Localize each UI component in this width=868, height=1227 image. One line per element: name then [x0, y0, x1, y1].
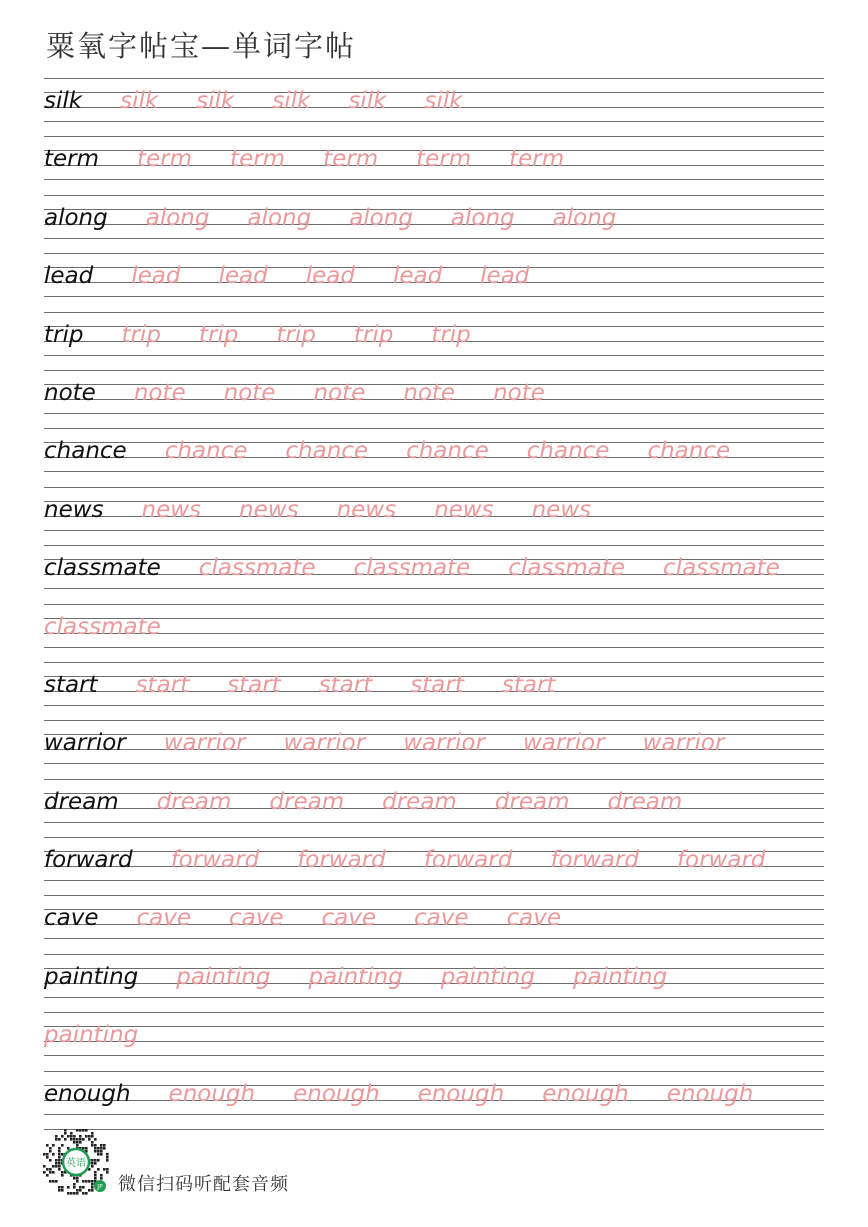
trace-word: dream	[156, 788, 232, 815]
trace-word: note	[133, 379, 186, 406]
guide-line	[44, 1114, 824, 1115]
trace-word: start	[410, 671, 464, 698]
trace-word: classmate	[508, 555, 626, 582]
guide-line	[44, 938, 824, 939]
trace-word: lead	[305, 263, 355, 290]
guide-line	[44, 1041, 824, 1042]
model-word: note	[44, 379, 96, 406]
guide-line	[44, 779, 824, 780]
guide-line	[44, 763, 824, 764]
trace-word: start	[318, 671, 373, 698]
trace-word: enough	[293, 1080, 380, 1107]
trace-word: enough	[542, 1080, 629, 1107]
trace-word: cave	[321, 905, 377, 932]
guide-line	[44, 837, 824, 838]
trace-word: dream	[607, 788, 683, 815]
trace-word: forward	[550, 847, 639, 874]
guide-line	[44, 428, 824, 429]
practice-row	[44, 312, 824, 370]
trace-word: forward	[297, 847, 386, 874]
trace-word: start	[501, 671, 556, 698]
trace-word: cave	[229, 905, 284, 932]
practice-row	[44, 1071, 824, 1129]
guide-line	[44, 633, 824, 634]
practice-row	[44, 195, 824, 253]
guide-line	[44, 370, 824, 371]
trace-word: forward	[423, 847, 513, 874]
model-word: along	[44, 204, 108, 231]
trace-word: chance	[406, 438, 489, 465]
model-word: trip	[44, 321, 84, 348]
qr-corner-text: JP	[97, 1183, 103, 1191]
trace-word: painting	[176, 963, 271, 990]
guide-line	[44, 1026, 824, 1027]
trace-word: painting	[44, 1022, 139, 1049]
trace-word: silk	[424, 88, 463, 114]
guide-line	[44, 895, 824, 896]
trace-word: start	[135, 671, 190, 698]
trace-word: chance	[285, 438, 369, 465]
trace-word: classmate	[44, 613, 161, 640]
model-word: term	[44, 146, 100, 173]
trace-word: lead	[131, 263, 181, 290]
trace-word: news	[141, 496, 202, 523]
trace-word: news	[239, 496, 299, 523]
model-word: chance	[44, 438, 127, 465]
guide-line	[44, 647, 824, 648]
practice-row	[44, 720, 824, 778]
trace-word: news	[434, 496, 494, 523]
guide-line	[44, 253, 824, 254]
guide-line	[44, 238, 824, 239]
trace-word: along	[247, 204, 312, 231]
guide-line	[44, 604, 824, 605]
trace-word: trip	[431, 321, 471, 348]
practice-row	[44, 662, 824, 720]
trace-word: lead	[218, 263, 268, 290]
trace-word: along	[552, 204, 617, 231]
trace-word: silk	[196, 88, 235, 114]
practice-row	[44, 428, 824, 486]
guide-line	[44, 822, 824, 823]
page-title: 粟氧字帖宝—单词字帖	[46, 29, 357, 63]
trace-word: cave	[136, 905, 192, 932]
practice-row	[44, 604, 824, 662]
qr-caption: 微信扫码听配套音频	[118, 1174, 289, 1195]
guide-line	[44, 983, 824, 984]
trace-word: chance	[647, 438, 731, 465]
guide-line	[44, 954, 824, 955]
trace-word: lead	[392, 263, 443, 290]
trace-word: along	[145, 204, 210, 231]
trace-word: silk	[120, 88, 159, 114]
guide-line	[44, 136, 824, 137]
model-word: enough	[44, 1080, 131, 1107]
practice-row	[44, 487, 824, 545]
guide-line	[44, 296, 824, 297]
model-word: painting	[44, 963, 139, 990]
practice-row	[44, 136, 824, 194]
practice-row	[44, 370, 824, 428]
guide-line	[44, 355, 824, 356]
trace-word: term	[230, 146, 286, 173]
trace-word: cave	[414, 905, 469, 932]
trace-word: enough	[168, 1080, 256, 1107]
trace-word: term	[137, 146, 193, 173]
trace-word: note	[493, 379, 545, 406]
guide-line	[44, 121, 824, 122]
trace-word: dream	[494, 788, 570, 815]
guide-line	[44, 545, 824, 546]
guide-line	[44, 487, 824, 488]
trace-word: start	[227, 671, 281, 698]
trace-word: along	[349, 204, 413, 231]
guide-line	[44, 705, 824, 706]
guide-line	[44, 471, 824, 472]
guide-line	[44, 530, 824, 531]
trace-word: term	[509, 146, 565, 173]
trace-word: term	[416, 146, 472, 173]
trace-word: note	[223, 379, 276, 406]
trace-word: dream	[382, 788, 457, 815]
guide-line	[44, 588, 824, 589]
practice-row	[44, 1012, 824, 1070]
practice-row	[44, 779, 824, 837]
model-word: start	[44, 671, 98, 698]
guide-line	[44, 662, 824, 663]
trace-word: warrior	[163, 730, 246, 757]
guide-line	[44, 413, 824, 414]
trace-word: classmate	[198, 555, 316, 582]
trace-word: forward	[676, 847, 766, 874]
trace-word: news	[531, 496, 592, 523]
trace-word: along	[450, 204, 515, 231]
trace-word: warrior	[283, 730, 366, 757]
model-word: cave	[44, 905, 99, 932]
trace-word: classmate	[663, 555, 780, 582]
model-word: silk	[44, 88, 83, 114]
guide-line	[44, 78, 824, 79]
trace-word: silk	[272, 88, 311, 114]
practice-row	[44, 253, 824, 311]
qr-badge-text: 英语	[66, 1158, 86, 1169]
model-word: classmate	[44, 555, 161, 582]
guide-line	[44, 179, 824, 180]
word-practice-grid	[44, 78, 824, 1130]
guide-line	[44, 880, 824, 881]
trace-word: trip	[276, 321, 316, 348]
trace-word: silk	[348, 88, 387, 114]
trace-word: warrior	[403, 730, 485, 757]
guide-line	[44, 195, 824, 196]
guide-line	[44, 968, 824, 969]
guide-line	[44, 618, 824, 619]
model-word: lead	[44, 263, 94, 290]
model-word: forward	[44, 847, 133, 874]
practice-row	[44, 78, 824, 136]
trace-word: warrior	[642, 730, 725, 757]
trace-word: lead	[480, 263, 530, 290]
guide-line	[44, 1055, 824, 1056]
trace-word: trip	[198, 321, 239, 348]
model-word: warrior	[44, 730, 126, 757]
guide-line	[44, 1071, 824, 1072]
trace-word: painting	[572, 963, 668, 990]
trace-word: term	[323, 146, 379, 173]
trace-word: warrior	[522, 730, 605, 757]
trace-word: note	[313, 379, 366, 406]
qr-code-icon[interactable]	[40, 1126, 112, 1198]
trace-word: trip	[121, 321, 161, 348]
trace-word: forward	[170, 847, 260, 874]
footer	[40, 1124, 440, 1204]
practice-row	[44, 837, 824, 895]
trace-word: enough	[417, 1080, 505, 1107]
trace-word: chance	[526, 438, 610, 465]
practice-row	[44, 954, 824, 1012]
guide-line	[44, 997, 824, 998]
trace-word: trip	[353, 321, 394, 348]
trace-word: classmate	[353, 555, 471, 582]
model-word: news	[44, 496, 104, 523]
trace-word: enough	[666, 1080, 754, 1107]
trace-word: news	[336, 496, 397, 523]
guide-line	[44, 312, 824, 313]
model-word: dream	[44, 788, 119, 815]
trace-word: chance	[164, 438, 248, 465]
practice-row	[44, 895, 824, 953]
guide-line	[44, 720, 824, 721]
trace-word: note	[403, 379, 456, 406]
trace-word: painting	[440, 963, 535, 990]
practice-row	[44, 545, 824, 603]
trace-word: dream	[269, 788, 345, 815]
guide-line	[44, 1012, 824, 1013]
trace-word: painting	[308, 963, 403, 990]
trace-word: cave	[506, 905, 562, 932]
